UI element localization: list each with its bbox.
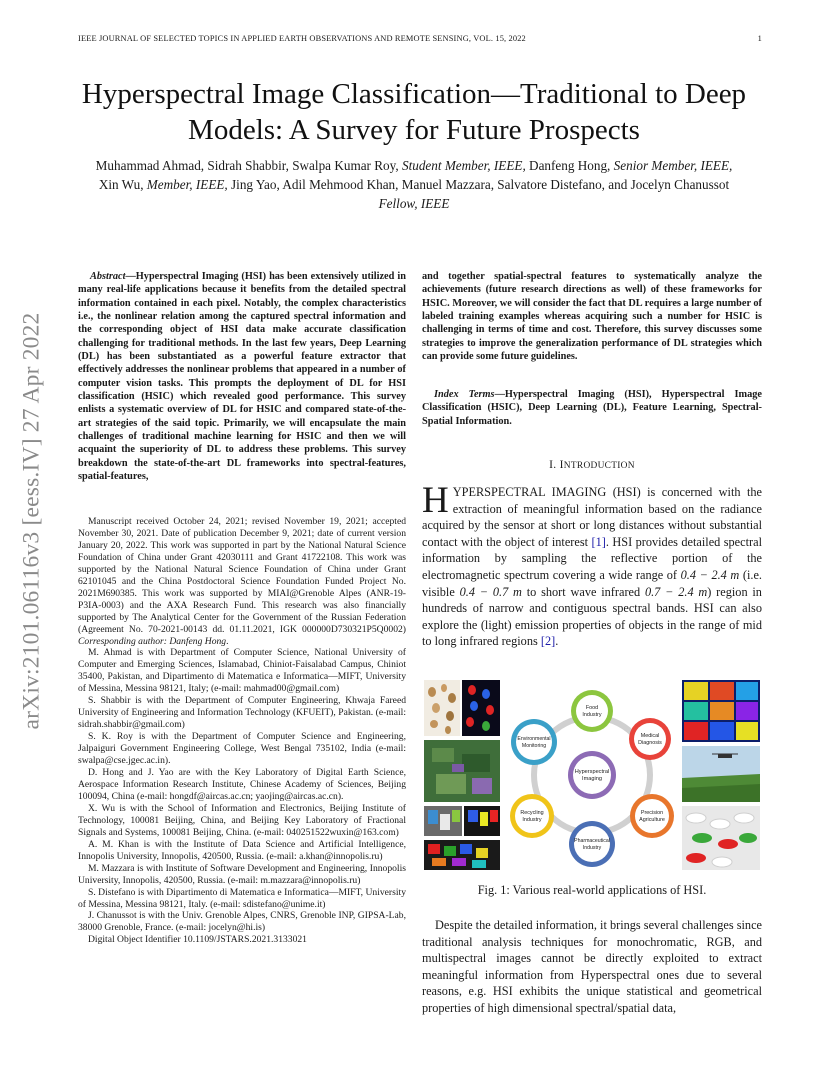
footnote-affiliation: S. K. Roy is with the Department of Computer Science and Engineering, Jalpaiguri Government Engineering College, West Bengal 735102, India (e-mail: swalpa@cse.jgec.ac.in).: [78, 731, 406, 767]
footnote-affiliation: S. Shabbir is with the Department of Computer Engineering, Khwaja Fareed University of Engineering and Information Technology (KFUEIT), Pakistan. (e-mail: sidrah.shabbir@gmail.com): [78, 695, 406, 731]
abstract-label: Abstract: [90, 271, 126, 282]
footnotes: [78, 516, 406, 946]
arxiv-stamp: [8, 282, 56, 760]
photo-aerial-forest: [424, 740, 500, 802]
footnote-affiliation: S. Distefano is with Dipartimento di Matematica e Informatica—MIFT, University of Messina, Messina 98121, Italy. (e-mail: sdistefano@unime.it): [78, 886, 406, 910]
photo-plastic-sorting: [424, 840, 500, 870]
intro-text: ) region in hundreds of narrow and contiguous spectral bands. HSI can also explore the (light) emission properties of objects in the range of mid to long infrared regions: [422, 584, 762, 649]
citation-link[interactable]: [1]: [591, 534, 606, 549]
intro-text: .: [555, 634, 559, 649]
footnote-funding: [78, 516, 406, 647]
abstract: [78, 270, 406, 484]
footnote-affiliation: M. Ahmad is with Department of Computer Science, National University of Computer and Emerging Sciences, Islamabad, Chiniot-Faisalabad Campus, Chiniot 35400, Pakistan, and Dipartimento di Matematica e Informatica—MIFT, University of Messina, Messina 98121, Italy; (e-mail: mahmad00@gmail.com): [78, 647, 406, 695]
intro-text: (i.e. visible: [422, 567, 762, 599]
footnote-doi: Digital Object Identifier 10.1109/JSTARS.2021.3133021: [88, 934, 307, 946]
node-label: Hyperspectral: [574, 769, 610, 775]
node-label: Industry: [582, 845, 602, 851]
node-label: Medical: [640, 733, 660, 739]
author-role: Student Member, IEEE,: [401, 158, 526, 173]
footnote-affiliation: M. Mazzara is with Institute of Software Development and Engineering, Innopolis University, Innopolis, 420500, Russia. (e-mail: m.mazzara@innopolis.ru): [78, 862, 406, 886]
author-list: [88, 156, 740, 213]
figure-applications: [422, 678, 762, 872]
photo-seeds-hyperspectral: [462, 680, 500, 736]
author-role: Member, IEEE,: [146, 177, 228, 192]
node-label: Imaging: [582, 776, 602, 782]
section-number: I.: [549, 459, 560, 471]
intro-text: YPERSPECTRAL IMAGING (HSI) is concerned with the extraction of meaningful information based on the radiance acquired by the sensor at short or long distances without substantial contact with the object of interest: [422, 485, 762, 549]
index-terms: [422, 388, 762, 428]
figure-caption: Fig. 1: Various real-world applications of HSI.: [477, 883, 707, 897]
node-food-industry: [571, 690, 613, 732]
photo-medical-scans: [682, 680, 760, 742]
photo-seeds: [424, 680, 460, 736]
author-names: Jing Yao, Adil Mehmood Khan, Manuel Mazzara, Salvatore Distefano, and Jocelyn Chanussot: [227, 177, 730, 192]
index-terms-label: Index Terms: [434, 389, 495, 400]
footnote-affiliation: A. M. Khan is with the Institute of Data Science and Artificial Intelligence, Innopolis University, Innopolis, 420500, Russia. (e-mail: a.khan@innopolis.ru): [78, 838, 406, 862]
intro-text: . HSI provides detailed spectral information by sampling the reflective portion of the electromagnetic spectrum covering a wide range of: [422, 534, 762, 582]
footnote-affiliation: X. Wu is with the School of Information and Electronics, Beijing Institute of Technology, 100081 Beijing, China, and Beijing Key Laboratory of Fractional Signals and Systems, 100081 Beijing, China. (e-mail: 040251522wuxin@163.com): [78, 802, 406, 838]
node-precision-agriculture: [630, 794, 674, 838]
page-number: 1: [757, 34, 762, 43]
node-hyperspectral-imaging: [568, 751, 616, 799]
drop-cap: H: [422, 480, 449, 521]
node-label: Agriculture: [639, 817, 665, 823]
running-header: [78, 34, 762, 43]
node-label: Environmental: [517, 736, 551, 742]
corresponding-author: Corresponding author: Danfeng Hong: [78, 635, 227, 647]
author-role: Senior Member, IEEE,: [613, 158, 733, 173]
photo-crop-field-drone: [682, 746, 760, 802]
author-names: Muhammad Ahmad, Sidrah Shabbir, Swalpa Kumar Roy,: [95, 158, 402, 173]
math-range: 0.4 − 0.7 m: [459, 584, 522, 599]
section-title: NTRODUCTION: [563, 461, 635, 471]
node-pharmaceutical-industry: [569, 821, 615, 867]
math-range: 0.4 − 2.4 m: [680, 567, 740, 582]
body-paragraph: Despite the detailed information, it brings several challenges since traditional analysis techniques for monochromatic, RGB, and multispectral images cannot be directly exploited to extract meaningful information from Hyperspectral ones due to several reasons, e.g. HSI exhibits the unique statistical and geometrical properties of high dimensional spectral/spatial data,: [422, 918, 762, 1015]
citation-link[interactable]: [2]: [540, 634, 556, 649]
node-medical-diagnosis: [629, 718, 671, 760]
intro-paragraph: [422, 480, 762, 650]
author-role: Fellow, IEEE: [378, 196, 450, 211]
node-label: Recycling: [520, 810, 544, 816]
footnote-text: .: [226, 635, 229, 647]
arxiv-id: arXiv:2101.06116v3 [eess.IV] 27 Apr 2022: [18, 312, 45, 730]
footnote-affiliation: J. Chanussot is with the Univ. Grenoble Alpes, CNRS, Grenoble INP, GIPSA-Lab, 38000 Grenoble, France. (e-mail: jocelyn@hi.is): [78, 910, 406, 934]
node-label: Precision: [640, 810, 664, 816]
author-names: Xin Wu,: [98, 177, 147, 192]
abstract-continuation: and together spatial-spectral features to systematically analyze the achievements (future research directions as well) of these frameworks for HSIC. Moreover, we will consider the fact that DL requires a large number of labeled training examples whereas acquiring such a number for HSIC is challenging in terms of time and cost. Therefore, this survey discusses some strategies to improve the generalization performance of DL strategies which can provide some future guidelines.: [422, 271, 762, 363]
node-label: Industry: [522, 817, 542, 823]
section-heading: [422, 459, 762, 471]
node-environmental-monitoring: [511, 719, 557, 765]
abstract-text: —Hyperspectral Imaging (HSI) has been extensively utilized in many real-life applications because it benefits from the detailed spectral information contained in each pixel. Notably, the complex characteristics i.e., the nonlinear relation among the captured spectral information and the corresponding object of HSI data make accurate classification challenging for traditional methods. In the last few years, Deep Learning (DL) has been substantiated as a powerful feature extractor that effectively addresses the nonlinear problems that appeared in a number of computer vision tasks. This prompts the deployment of DL for HSI classification (HSIC) which revealed good performance. This survey enlists a systematic overview of DL for HSIC and compared state-of-the-art strategies of the said topic. Primarily, we will encapsulate the main challenges of traditional machine learning for HSIC and then we will acquaint the superiority of DL to address these problems. This survey breakdown the state-of-the-art DL frameworks into spectral-features, spatial-features,: [78, 271, 406, 483]
math-range: 0.7 − 2.4 m: [644, 584, 708, 599]
photo-recycling: [424, 806, 462, 836]
journal-name: IEEE JOURNAL OF SELECTED TOPICS IN APPLIED EARTH OBSERVATIONS AND REMOTE SENSING, VOL. 15, 2022: [78, 34, 526, 43]
node-label: Pharmaceutical: [574, 838, 610, 844]
footnote-affiliation: D. Hong and J. Yao are with the Key Laboratory of Digital Earth Science, Aerospace Information Research Institute, Chinese Academy of Sciences, Beijing 100094, China (e-mail: hongdf@aircas.ac.cn; yaojing@aircas.ac.cn).: [78, 767, 406, 802]
node-label: Monitoring: [521, 743, 547, 749]
index-terms-text: —Hyperspectral Imaging (HSI), Hyperspectral Image Classification (HSIC), Deep Learning (DL), Feature Learning, Spectral-Spatial Information.: [422, 389, 762, 427]
node-label: Diagnosis: [638, 740, 662, 746]
photo-recycling-hyperspectral: [464, 806, 500, 836]
footnote-text: Manuscript received October 24, 2021; revised November 19, 2021; accepted November 30, 2021. Date of publication December 9, 2021; date of current version January 20, 2022. This work was supported in part by the National Natural Science Foundation of China under Grant 42030111 and Grant 41722108. This work was supported by the National Natural Science Foundation of China under Grant 62101045 and the China Postdoctoral Science Foundation Funded Project No. 2021M690385. This work was supported by MIAI@Grenoble Alpes (ANR-19-P3IA-0003) and the AXA Research Fund. This research was also financially supported by The Analytical Center for the Government of the Russian Federation (Agreement No. 70-2021-00143 dd. 01.11.2021, IGK 000000D730321P5Q0002): [78, 516, 406, 635]
author-names: Danfeng Hong,: [525, 158, 614, 173]
photo-pills: [682, 806, 760, 870]
intro-text: to short wave infrared: [521, 584, 645, 599]
node-recycling-industry: [510, 794, 554, 838]
node-label: Food: [585, 705, 599, 711]
node-label: Industry: [582, 712, 602, 718]
paper-title: Hyperspectral Image Classification—Traditional to Deep Models: A Survey for Future Prospects: [81, 78, 747, 146]
section-initial: I: [559, 459, 564, 471]
